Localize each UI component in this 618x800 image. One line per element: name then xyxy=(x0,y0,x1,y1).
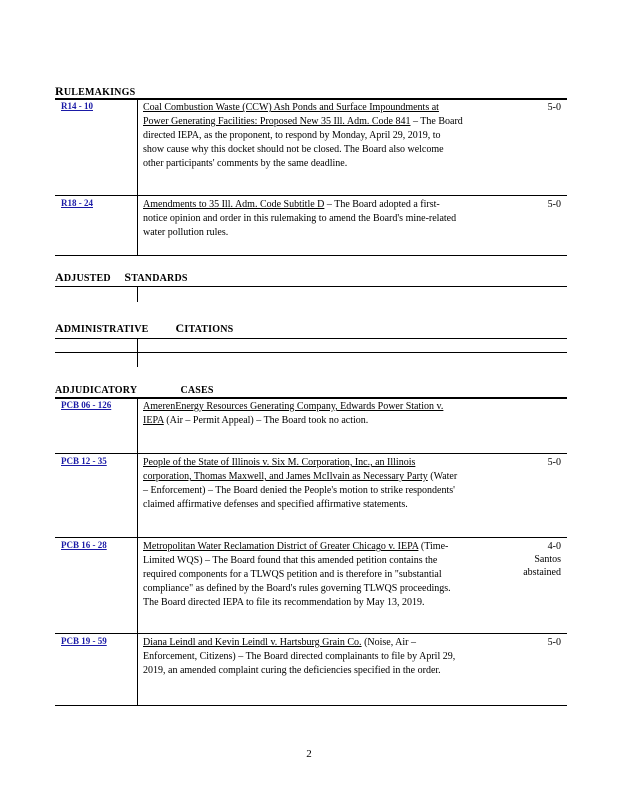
item-title: Coal Combustion Waste (CCW) Ash Ponds and Surface Impoundments at Power Generating Facilities: Proposed New 35 Ill. Adm. Code 841 xyxy=(143,102,439,127)
item-description xyxy=(143,400,463,428)
item-description xyxy=(143,198,463,240)
divider xyxy=(55,195,567,196)
divider xyxy=(55,537,567,538)
item-title: Diana Leindl and Kevin Leindl v. Hartsburg Grain Co. xyxy=(143,637,362,648)
item-body: (Water – Enforcement) – The Board denied the People's motion to strike respondents' claimed affirmative defenses and specified affirmative statements. xyxy=(143,471,458,510)
item-description xyxy=(143,101,463,171)
item-description xyxy=(143,636,463,678)
docket-link[interactable]: R18 - 24 xyxy=(61,198,93,208)
docket-link[interactable]: PCB 19 - 59 xyxy=(61,636,107,646)
vote-count: 4-0 Santos abstained xyxy=(523,541,561,578)
divider xyxy=(55,352,567,353)
docket-link[interactable]: PCB 12 - 35 xyxy=(61,456,107,466)
item-body: (Air – Permit Appeal) – The Board took no action. xyxy=(163,415,369,426)
divider xyxy=(55,453,567,454)
divider xyxy=(55,98,567,100)
docket-link[interactable]: PCB 06 - 126 xyxy=(61,400,112,410)
docket-link[interactable]: PCB 16 - 28 xyxy=(61,540,107,550)
column-divider xyxy=(137,339,138,367)
vote-count: 5-0 xyxy=(547,457,561,468)
item-description xyxy=(143,456,463,512)
column-divider xyxy=(137,287,138,302)
item-description xyxy=(143,540,463,610)
item-body: (Time-Limited WQS) – The Board found that this amended petition contains the required components for a TLWQS petition and is therefore in "substantial compliance" as defined by the Board's rules governing TLWQS proceedings. The Board directed IEPA to file its recommendation by May 13, 2019. xyxy=(143,541,451,608)
item-body: – The Board adopted a first-notice opinion and order in this rulemaking to amend the Board's mine-related water pollution rules. xyxy=(143,199,457,238)
column-divider xyxy=(137,99,138,255)
divider xyxy=(55,705,567,706)
divider xyxy=(55,338,567,339)
divider xyxy=(55,633,567,634)
divider xyxy=(55,286,567,287)
section-heading-adjudicatory-cases: ADJUDICATORY CASES xyxy=(55,385,214,396)
item-title: People of the State of Illinois v. Six M. Corporation, Inc., an Illinois corporation, Thomas Maxwell, and James McIlvain as Necessary Party xyxy=(143,457,428,482)
divider xyxy=(55,255,567,256)
item-body: (Noise, Air – Enforcement, Citizens) – The Board directed complainants to file by April 29, 2019, an amended complaint curing the deficiencies specified in the order. xyxy=(143,637,456,676)
vote-count: 5-0 xyxy=(547,637,561,648)
divider xyxy=(55,397,567,399)
column-divider xyxy=(137,398,138,705)
item-title: Metropolitan Water Reclamation District of Greater Chicago v. IEPA xyxy=(143,541,419,552)
section-heading-administrative-citations: ADMINISTRATIVE CITATIONS xyxy=(55,321,234,335)
page-number: 2 xyxy=(306,748,312,760)
vote-count: 5-0 xyxy=(547,199,561,210)
docket-link[interactable]: R14 - 10 xyxy=(61,101,93,111)
vote-count: 5-0 xyxy=(547,102,561,113)
item-title: AmerenEnergy Resources Generating Company, Edwards Power Station v. IEPA xyxy=(143,401,444,426)
section-heading-adjusted-standards: ADJUSTED STANDARDS xyxy=(55,270,188,284)
section-heading-rulemakings: RULEMAKINGS xyxy=(55,84,136,98)
item-body: – The Board directed IEPA, as the proponent, to respond by Monday, April 29, 2019, to show cause why this docket should not be closed. The Board also welcome other participants' comments by the same deadline. xyxy=(143,116,463,169)
item-title: Amendments to 35 Ill. Adm. Code Subtitle D xyxy=(143,199,325,210)
